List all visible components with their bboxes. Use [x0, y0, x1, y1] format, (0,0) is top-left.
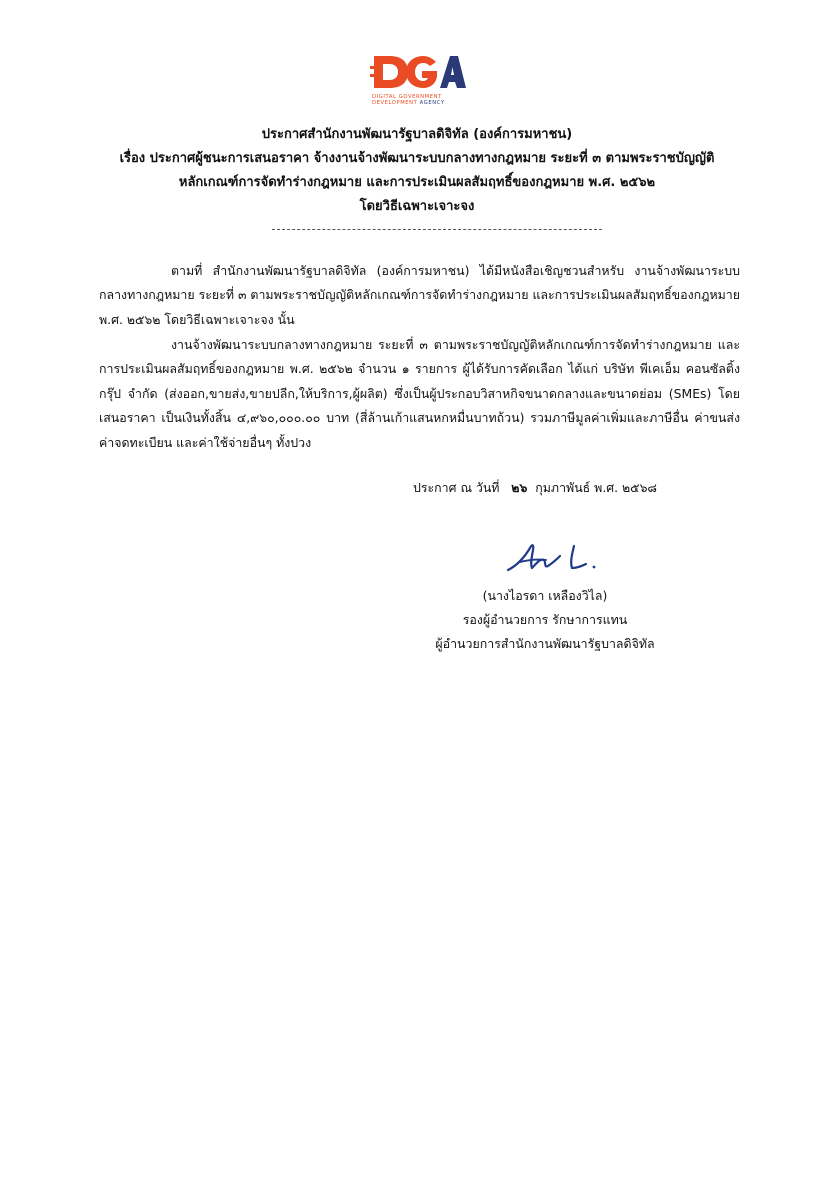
handwritten-signature	[502, 536, 612, 578]
dga-logo	[370, 52, 466, 110]
header-divider	[272, 229, 602, 230]
logo-subtitle-development: DEVELOPMENT	[372, 100, 418, 106]
date-prefix: ประกาศ ณ วันที่	[413, 480, 500, 495]
header-line-subject: เรื่อง ประกาศผู้ชนะการเสนอราคา จ้างงานจ้างพัฒนาระบบกลางทางกฎหมาย ระยะที่ ๓ ตามพระราชบัญญัติ	[119, 151, 715, 166]
dga-logo-mark	[370, 52, 466, 94]
header-line-subject-cont: หลักเกณฑ์การจัดทำร่างกฎหมาย และการประเมินผลสัมฤทธิ์ของกฎหมาย พ.ศ. ๒๕๖๒	[178, 175, 656, 190]
announcement-header	[60, 123, 774, 219]
header-line-method: โดยวิธีเฉพาะเจาะจง	[359, 199, 475, 214]
date-month-year: กุมภาพันธ์ พ.ศ. ๒๕๖๘	[535, 480, 657, 495]
logo-subtitle-line2	[372, 100, 445, 106]
body-paragraph-2: งานจ้างพัฒนาระบบกลางทางกฎหมาย ระยะที่ ๓ ตามพระราชบัญญัติหลักเกณฑ์การจัดทำร่างกฎหมาย และการประเมินผลสัมฤทธิ์ของกฎหมาย พ.ศ. ๒๕๖๒ จำนวน ๑ รายการ ผู้ได้รับการคัดเลือก ได้แก่ บริษัท พีเคเอ็ม คอนซัลติ้ง กรุ๊ป จำกัด (ส่งออก,ขายส่ง,ขายปลีก,ให้บริการ,ผู้ผลิต) ซึ่งเป็นผู้ประกอบวิสาหกิจขนาดกลางและขนาดย่อม (SMEs) โดยเสนอราคา เป็นเงินทั้งสิ้น ๔,๙๖๐,๐๐๐.๐๐ บาท (สี่ล้านเก้าแสนหกหมื่นบาทถ้วน) รวมภาษีมูลค่าเพิ่มและภาษีอื่น ค่าขนส่ง ค่าจดทะเบียน และค่าใช้จ่ายอื่นๆ ทั้งปวง	[99, 337, 740, 450]
signatory-position-2: ผู้อำนวยการสำนักงานพัฒนารัฐบาลดิจิทัล	[435, 636, 655, 651]
logo-subtitle-agency: AGENCY	[417, 100, 445, 106]
body-paragraph-1: ตามที่ สำนักงานพัฒนารัฐบาลดิจิทัล (องค์การมหาชน) ได้มีหนังสือเชิญชวนสำหรับ งานจ้างพัฒนาระบบกลางทางกฎหมาย ระยะที่ ๓ ตามพระราชบัญญัติหลักเกณฑ์การจัดทำร่างกฎหมาย และการประเมินผลสัมฤทธิ์ของกฎหมาย พ.ศ. ๒๕๖๒ โดยวิธีเฉพาะเจาะจง นั้น	[99, 263, 740, 327]
date-day: ๒๖	[511, 480, 528, 495]
announcement-date	[413, 479, 657, 498]
signatory-name: (นางไอรดา เหลืองวิไล)	[482, 588, 608, 603]
header-line-organization: ประกาศสำนักงานพัฒนารัฐบาลดิจิทัล (องค์การมหาชน)	[261, 127, 573, 142]
signatory-position-1: รองผู้อำนวยการ รักษาการแทน	[462, 612, 628, 627]
logo-subtitle-line1: DIGITAL GOVERNMENT	[372, 94, 442, 100]
signatory-block	[380, 584, 710, 656]
